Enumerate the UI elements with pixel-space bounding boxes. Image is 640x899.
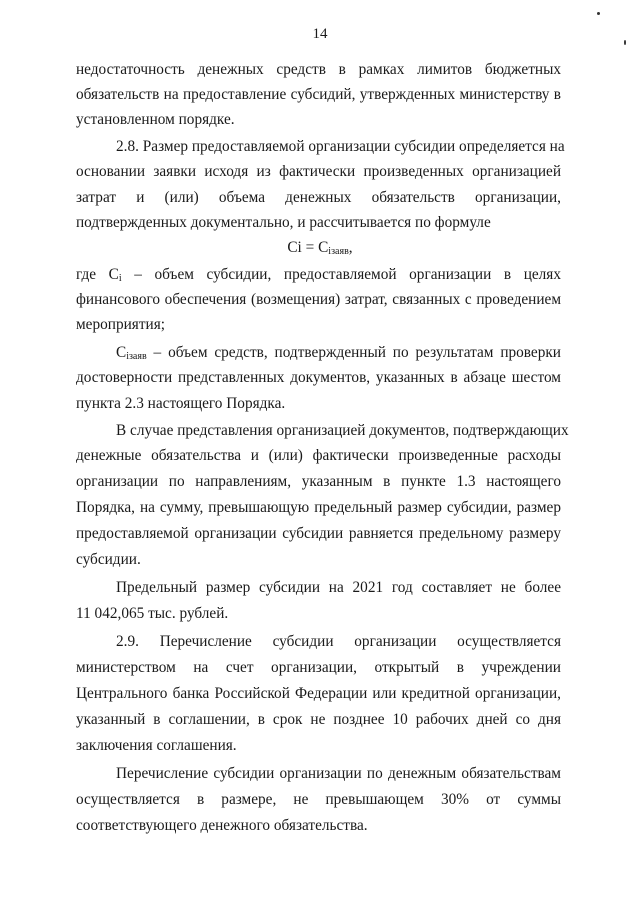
formula-tail: ,	[348, 239, 353, 256]
text-subscript: i	[118, 273, 122, 284]
text-fragment: – объем субсидии, предоставляемой организации в целях	[121, 266, 561, 283]
scan-speck	[624, 40, 626, 45]
text-line	[76, 343, 561, 363]
text-line: заключения соглашения.	[76, 737, 237, 754]
formula-subscript: iзаяв	[328, 246, 349, 257]
text-line: мероприятия;	[76, 316, 165, 333]
text-fragment: C	[116, 344, 127, 361]
formula	[0, 238, 640, 258]
text-line: осуществляется в размере, не превышающем 30% от суммы	[76, 791, 561, 808]
text-line: Предельный размер субсидии на 2021 год составляет не более	[116, 579, 561, 596]
text-line: Порядка, на сумму, превышающую предельный размер субсидии, размер	[76, 499, 561, 516]
text-line: 2.8. Размер предоставляемой организации субсидии определяется на	[116, 138, 565, 155]
text-line	[76, 265, 561, 285]
text-fragment: где C	[76, 266, 119, 283]
text-line: соответствующего денежного обязательства.	[76, 817, 368, 834]
text-line: В случае представления организацией документов, подтверждающих	[116, 422, 569, 439]
text-line: затрат и (или) объема денежных обязательств организации,	[76, 189, 561, 206]
text-line: 2.9. Перечисление субсидии организации осуществляется	[116, 633, 561, 650]
text-line: основании заявки исходя из фактически произведенных организацией	[76, 163, 561, 180]
text-line: денежные обязательства и (или) фактически произведенные расходы	[76, 447, 561, 464]
text-line: обязательств на предоставление субсидий, утвержденных министерству в	[76, 86, 561, 103]
text-line: Центрального банка Российской Федерации или кредитной организации,	[76, 685, 561, 702]
text-line: предоставляемой организации субсидии равняется предельному размеру	[76, 525, 561, 542]
text-line: финансового обеспечения (возмещения) затрат, связанных с проведением	[76, 291, 561, 308]
text-line: недостаточность денежных средств в рамках лимитов бюджетных	[76, 61, 561, 78]
text-line: организации по направлениям, указанным в пункте 1.3 настоящего	[76, 473, 561, 490]
text-line: подтвержденных документально, и рассчитывается по формуле	[76, 214, 491, 231]
text-line: Перечисление субсидии организации по денежным обязательствам	[116, 765, 561, 782]
text-line: указанный в соглашении, в срок не позднее 10 рабочих дней со дня	[76, 711, 561, 728]
text-subscript: iзаяв	[126, 351, 147, 362]
scan-speck	[597, 12, 600, 15]
text-line: пункта 2.3 настоящего Порядка.	[76, 395, 286, 412]
text-line: субсидии.	[76, 551, 141, 568]
page-number: 14	[312, 26, 328, 42]
text-fragment: – объем средств, подтвержденный по результатам проверки	[146, 344, 561, 361]
text-line: установленном порядке.	[76, 111, 235, 128]
formula-lhs: Ci = C	[287, 239, 329, 256]
text-line: 11 042,065 тыс. рублей.	[76, 605, 229, 622]
text-line: министерством на счет организации, открытый в учреждении	[76, 659, 561, 676]
text-line: достоверности представленных документов, указанных в абзаце шестом	[76, 369, 561, 386]
